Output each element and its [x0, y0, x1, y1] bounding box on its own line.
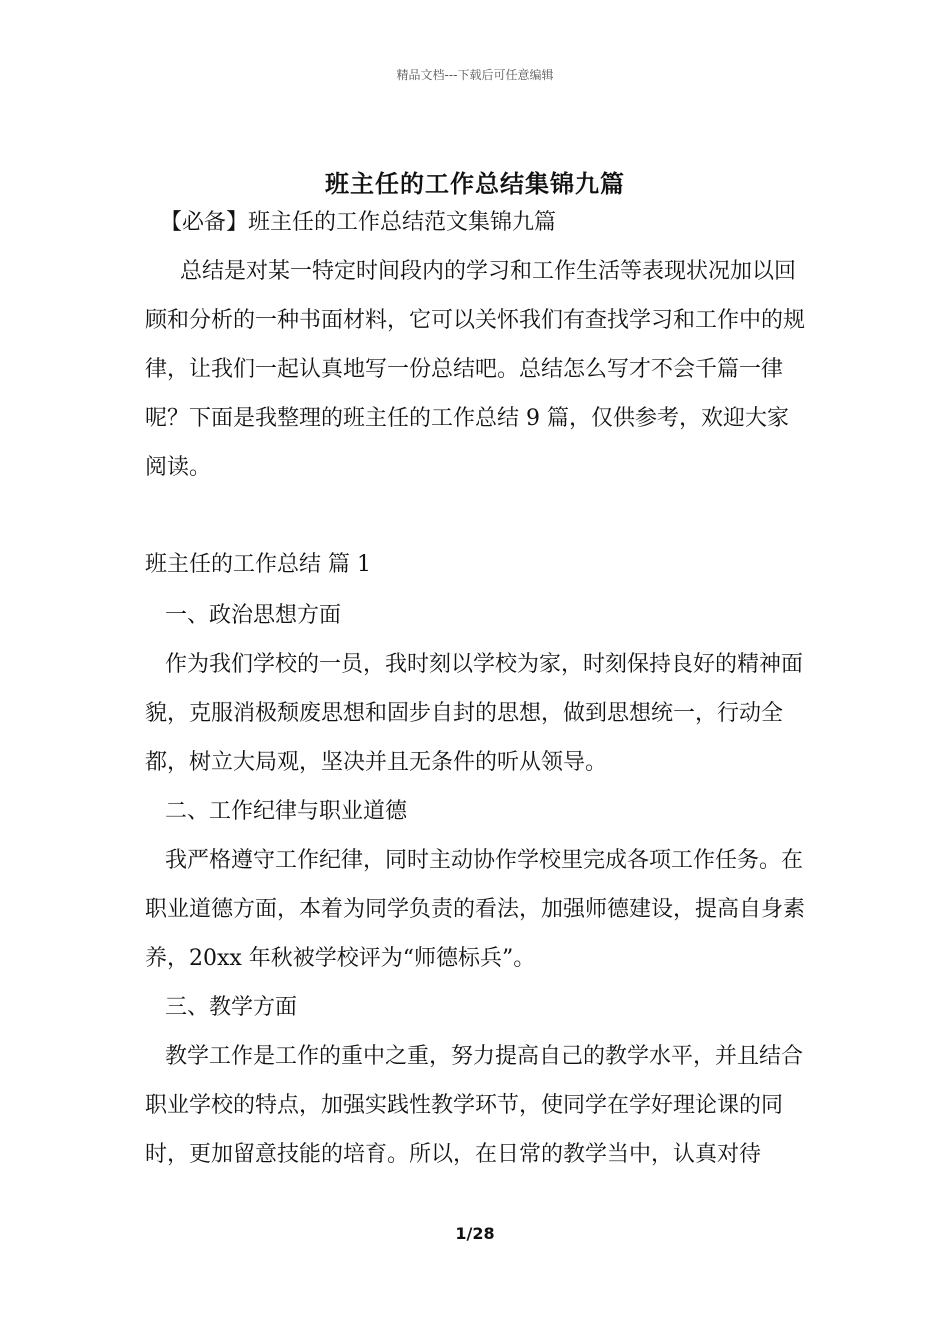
document-content [145, 198, 809, 1179]
paragraph-political-thought: 作为我们学校的一员，我时刻以学校为家，时刻保持良好的精神面貌，克服消极颓废思想和固步自封的思想，做到思想统一，行动全都，树立大局观，坚决并且无条件的听从领导。 [145, 652, 804, 775]
page-total: 28 [472, 1224, 495, 1243]
document-title: 班主任的工作总结集锦九篇 [325, 170, 625, 199]
paragraph-teaching: 教学工作是工作的重中之重，努力提高自己的教学水平，并且结合职业学校的特点，加强实践性教学环节，使同学在学好理论课的同时，更加留意技能的培育。所以，在日常的教学当中，认真对待 [145, 1044, 804, 1167]
document-subtitle: 【必备】班主任的工作总结范文集锦九篇 [160, 210, 557, 235]
page-indicator [0, 1224, 950, 1243]
page-number: 1 [455, 1224, 467, 1243]
section-title: 班主任的工作总结 篇 1 [145, 552, 371, 577]
paragraph-work-discipline: 我严格遵守工作纪律，同时主动协作学校里完成各项工作任务。在职业道德方面，本着为同学负责的看法，加强师德建设，提高自身素养，20xx 年秋被学校评为“师德标兵”。 [145, 848, 806, 971]
heading-teaching: 三、教学方面 [165, 995, 298, 1020]
intro-paragraph: 总结是对某一特定时间段内的学习和工作生活等表现状况加以回顾和分析的一种书面材料，它可以关怀我们有查找学习和工作中的规律，让我们一起认真地写一份总结吧。总结怎么写才不会千篇一律呢？下面是我整理的班主任的工作总结 9 篇，仅供参考，欢迎大家阅读。 [145, 259, 806, 480]
heading-political-thought: 一、政治思想方面 [165, 603, 342, 628]
heading-work-discipline: 二、工作纪律与职业道德 [165, 799, 408, 824]
page-separator: / [466, 1224, 473, 1243]
header-note: 精品文档---下载后可任意编辑 [396, 68, 554, 82]
